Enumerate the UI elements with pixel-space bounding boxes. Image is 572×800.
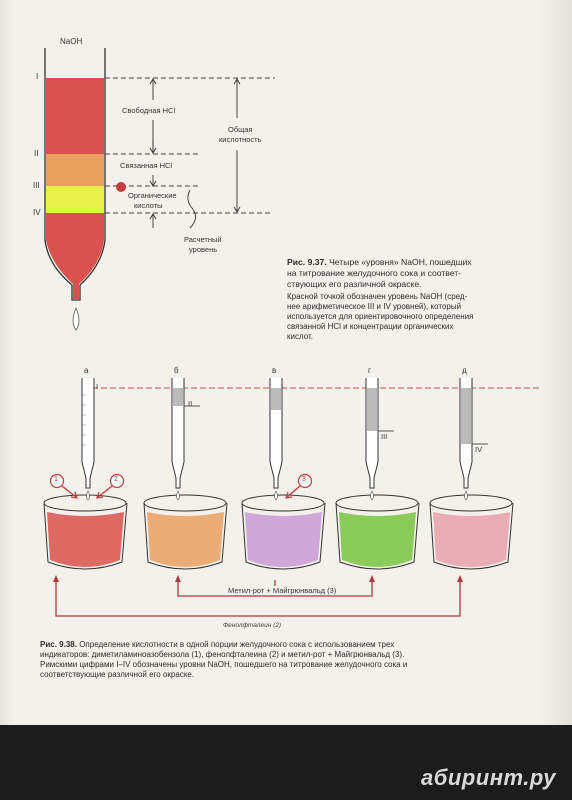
calculated-level-label-2: уровень xyxy=(189,245,218,254)
naoh-label: NaOH xyxy=(60,37,83,46)
caption-9-37-title-line-2: на титрование желудочного сока и соответ- xyxy=(287,268,462,278)
burette-v xyxy=(270,378,282,488)
burette-d xyxy=(460,378,488,488)
burette-d-label: д xyxy=(462,366,467,375)
caption-9-37-body-line-3: используется для ориентировочного определения xyxy=(287,312,474,321)
burette-v-label: в xyxy=(272,366,277,375)
beaker-purple xyxy=(242,495,325,569)
level-ii-mark: II xyxy=(188,399,193,408)
level-ii-label: II xyxy=(34,149,39,158)
caption-9-38-line-4: соответствующие различной его окраске. xyxy=(40,670,195,679)
caption-9-38-line-3: Римскими цифрами I–IV обозначены уровни NaOH, пошедшего на титрование желудочного сока и xyxy=(40,660,408,669)
burette-a xyxy=(82,378,94,488)
caption-9-37-body-line-1: Красной точкой обозначен уровень NaOH (сред- xyxy=(287,292,468,301)
organic-acids-label-2: кислоты xyxy=(134,201,163,210)
marker-1-label: 1 xyxy=(54,476,58,483)
caption-9-37-body-line-4: связанной HCl и концентрации органических xyxy=(287,322,454,331)
total-acidity-label-1: Общая xyxy=(228,125,253,134)
burette-g-label: г xyxy=(368,366,371,375)
beaker-green xyxy=(336,495,419,569)
caption-9-37-body-line-2: нее арифметическое III и IV уровней), который xyxy=(287,302,462,311)
caption-9-37-title-line-1: Четыре «уровня» NaOH, пошедших xyxy=(329,257,472,267)
caption-9-38-line-1: Определение кислотности в одной порции желудочного сока с использованием трех xyxy=(79,640,395,649)
beaker-pink xyxy=(430,495,513,569)
marker-3-label: 3 xyxy=(302,476,306,483)
organic-acids-label-1: Органические xyxy=(128,191,177,200)
beaker-orange xyxy=(144,495,227,569)
bracket-phenol-label: Фенолфталеин (2) xyxy=(223,622,282,629)
level-iv-label: IV xyxy=(33,208,41,217)
level-i-mark: I xyxy=(96,382,99,391)
bound-hcl-label: Связанная HCl xyxy=(120,161,173,170)
caption-9-37-number: Рис. 9.37. xyxy=(287,257,327,267)
burette-b xyxy=(172,378,200,488)
level-iii-mark: III xyxy=(381,432,388,441)
caption-9-37-title-line-3: ствующих его различной окраске. xyxy=(287,279,422,289)
level-iv-mark: IV xyxy=(475,445,483,454)
caption-9-37-body-line-5: кислот. xyxy=(287,332,313,341)
level-i-label: I xyxy=(36,72,39,81)
burette-a-label: а xyxy=(84,366,89,375)
marker-2-label: 2 xyxy=(114,476,118,483)
beaker-red xyxy=(44,495,127,569)
bracket-metil-label: Метил-рот + Майгрюнвальд (3) xyxy=(228,586,337,595)
caption-9-38 xyxy=(40,640,540,680)
caption-9-38-number: Рис. 9.38. xyxy=(40,640,77,649)
burette-g xyxy=(366,378,394,488)
burette-b-label: б xyxy=(174,366,179,375)
free-hcl-label: Свободная HCl xyxy=(122,106,176,115)
caption-9-38-line-2: индикаторов: диметиламиноазобензола (1), фенолфталеина (2) и метил-рот + Майгрюнвальд (3). xyxy=(40,650,405,659)
total-acidity-label-2: кислотность xyxy=(219,135,262,144)
calculated-level-label-1: Расчетный xyxy=(184,235,222,244)
watermark: абиринт.ру xyxy=(421,765,556,790)
level-iii-label: III xyxy=(33,181,40,190)
